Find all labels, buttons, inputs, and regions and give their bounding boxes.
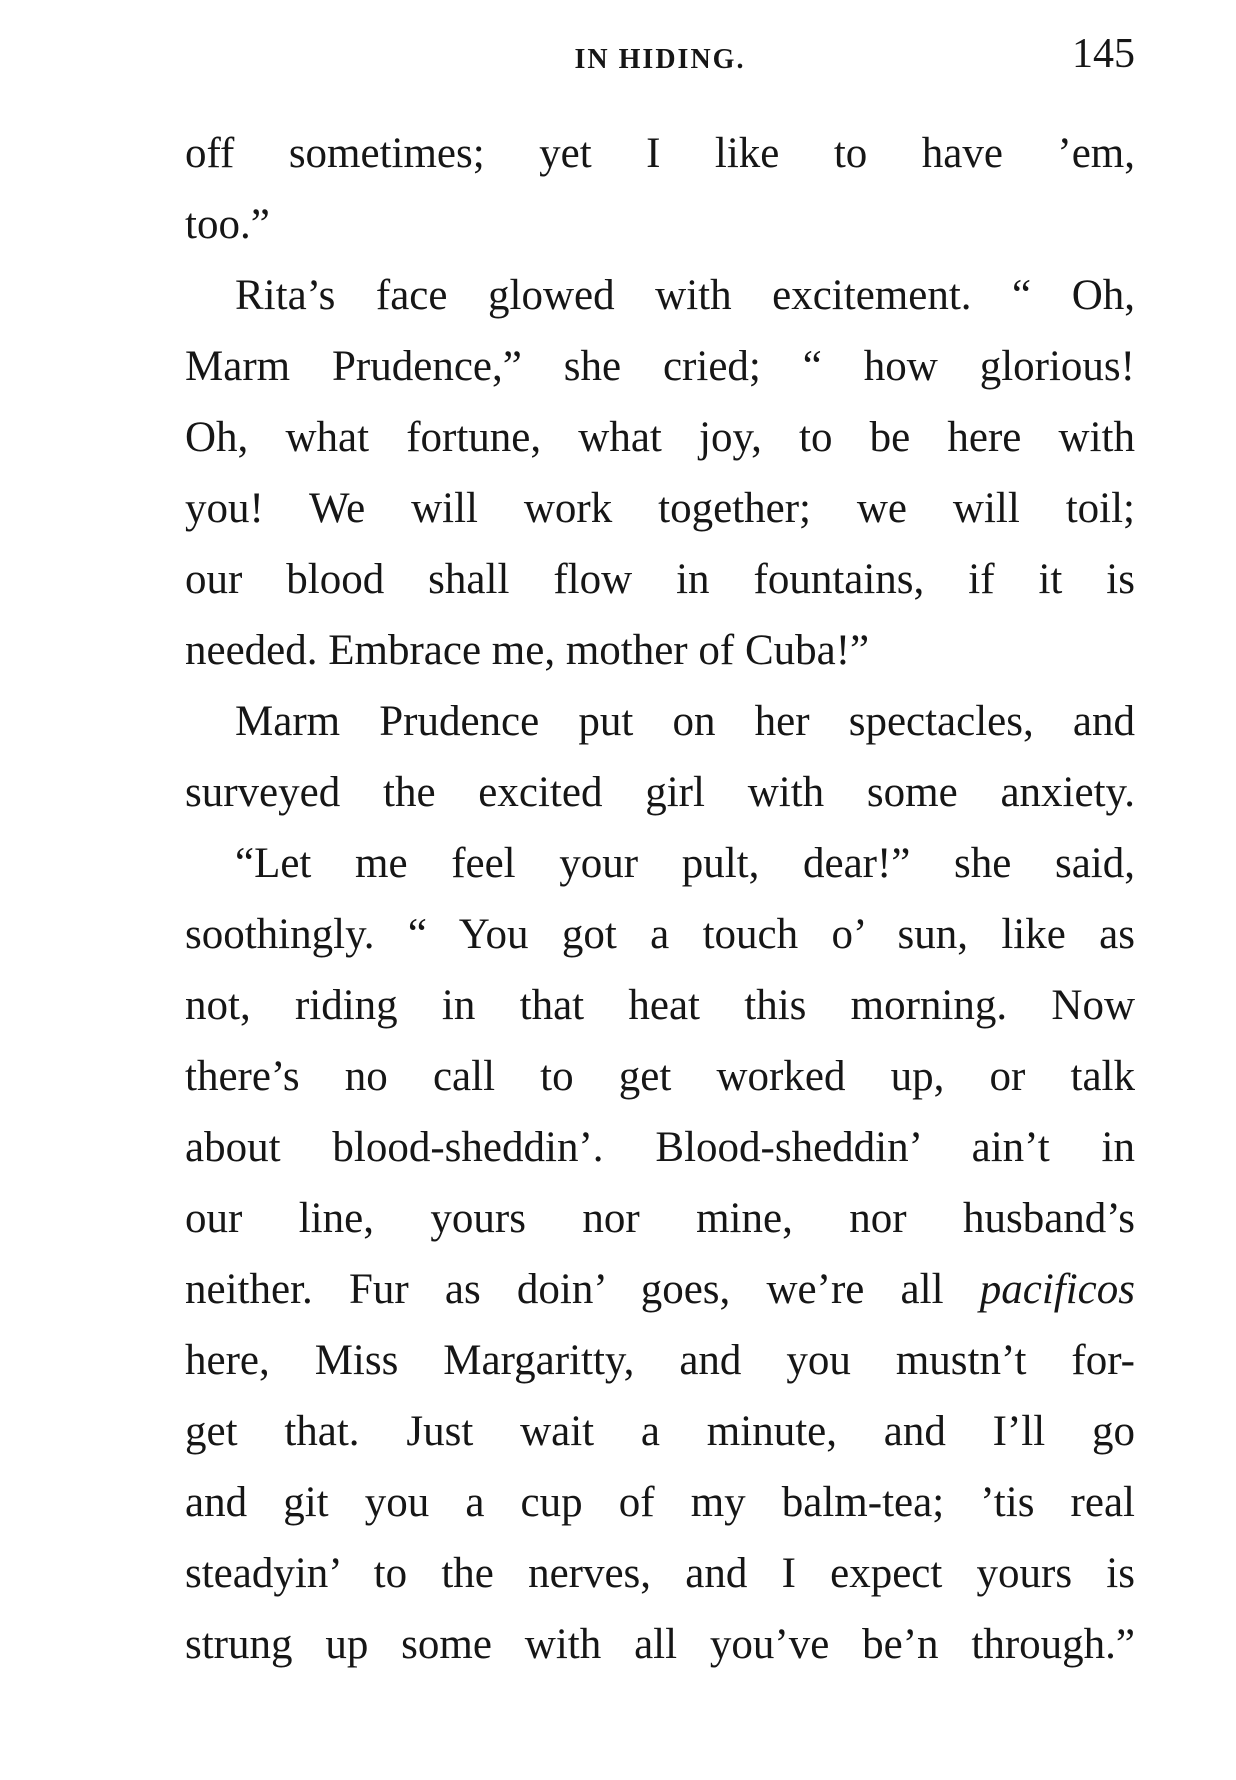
text-line: Oh, what fortune, what joy, to be here with [185, 414, 1135, 461]
text-line: you! We will work together; we will toil; [185, 485, 1135, 532]
text-line: “Let me feel your pult, dear!” she said, [235, 840, 1135, 887]
text-line: surveyed the excited girl with some anxiety. [185, 769, 1135, 816]
text-line: steadyin’ to the nerves, and I expect yours is [185, 1550, 1135, 1597]
text-line: too.” [185, 201, 270, 248]
running-head: IN HIDING. [574, 44, 746, 75]
text-line: our blood shall flow in fountains, if it is [185, 556, 1135, 603]
text-line: there’s no call to get worked up, or talk [185, 1053, 1135, 1100]
text-line: strung up some with all you’ve be’n through.” [185, 1621, 1135, 1668]
text-line: Marm Prudence,” she cried; “ how glorious! [185, 343, 1135, 390]
text-line: neither. Fur as doin’ goes, we’re all pacificos [185, 1266, 1135, 1313]
text-line: Marm Prudence put on her spectacles, and [235, 698, 1135, 745]
italic-word: pacificos [979, 1266, 1135, 1313]
page-number: 145 [1072, 31, 1135, 77]
text-line: here, Miss Margaritty, and you mustn’t for- [185, 1337, 1135, 1384]
page-header [185, 30, 1135, 90]
text-line: off sometimes; yet I like to have ’em, [185, 130, 1135, 177]
text-line: Rita’s face glowed with excitement. “ Oh, [235, 272, 1135, 319]
text-line: soothingly. “ You got a touch o’ sun, like as [185, 911, 1135, 958]
body-text [185, 118, 1135, 1680]
text-line: about blood-sheddin’. Blood-sheddin’ ain’t in [185, 1124, 1135, 1171]
text-line: and git you a cup of my balm-tea; ’tis real [185, 1479, 1135, 1526]
text-line: get that. Just wait a minute, and I’ll go [185, 1408, 1135, 1455]
text-line: our line, yours nor mine, nor husband’s [185, 1195, 1135, 1242]
text-line: needed. Embrace me, mother of Cuba!” [185, 627, 870, 674]
text-line: not, riding in that heat this morning. Now [185, 982, 1135, 1029]
